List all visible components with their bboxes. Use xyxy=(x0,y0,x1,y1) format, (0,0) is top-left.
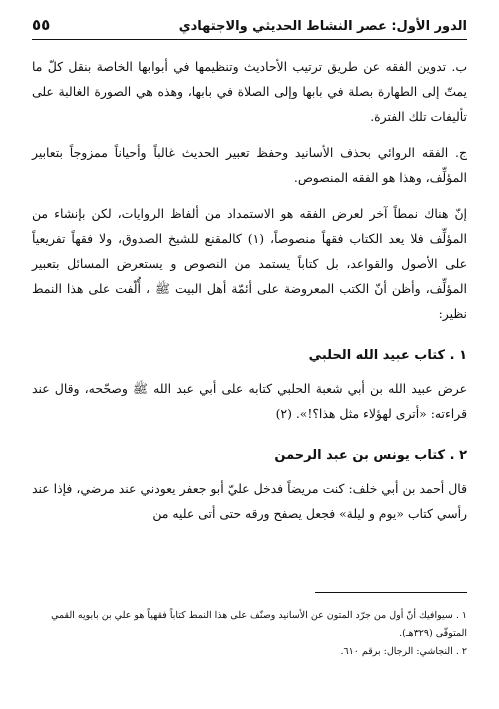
footnotes xyxy=(32,592,467,661)
page-number: ٥٥ xyxy=(32,16,51,34)
footnote-1: ١ . سيوافيك أنّ أول من جرّد المتون عن الأسانيد وصنّف على هذا النمط كتاباً فقهياً هو علي بن بابويه القمي المتوفّى (٣٢٩هـ). xyxy=(51,610,467,639)
main-text xyxy=(32,54,467,537)
running-title: الدور الأول: عصر النشاط الحديثي والاجتهادي xyxy=(178,19,467,34)
section-heading-halabi: ١ . كتاب عبيد الله الحلبي xyxy=(308,348,467,363)
section-text-halabi: عرض عبيد الله بن أبي شعبة الحلبي كتابه على أبي عبد الله ﷺ وصحّحه، وقال عند قراءته: «أترى لهؤلاء مثل هذا؟!». (٢) xyxy=(32,381,467,421)
section-text-yunus: قال أحمد بن أبي خلف: كنت مريضاً فدخل عليّ أبو جعفر يعودني عند مرضي، فإذا عند رأسي كتاب «يوم و ليلة» فجعل يصفح ورقه حتى أتى عليه من xyxy=(32,481,467,521)
footnote-separator xyxy=(315,592,467,593)
paragraph-j: ج. الفقه الروائي بحذف الأسانيد وحفظ تعبير الحديث غالباً وأحياناً ممزوجاً بتعابير المؤلِّف، وهذا هو الفقه المنصوص. xyxy=(32,145,467,185)
page-header xyxy=(32,10,467,40)
paragraph-b: ب. تدوين الفقه عن طريق ترتيب الأحاديث وتنظيمها في أبوابها الخاصة بنقل كلّ ما يمتّ إلى الطهارة بصلة في بابها وإلى الصلاة في بابها، وهذه هي الصورة الغالبة على تأليفات تلك الفترة. xyxy=(32,59,467,124)
footnote-2: ٢ . النجاشي: الرجال: برقم ٦١٠. xyxy=(340,646,467,657)
section-heading-yunus: ٢ . كتاب يونس بن عبد الرحمن xyxy=(274,448,467,463)
paragraph-another-pattern: إنّ هناك نمطاً آخر لعرض الفقه هو الاستمداد من ألفاظ الروايات، لكن بإنشاء من المؤلِّف فلا يعد الكتاب فقهاً منصوصاً، (١) كالمقنع للشيخ الصدوق، ولا فقهاً تفريعياً على الأصول والقواعد، بل كتاباً يستمد من النصوص و يستعرض المسائل بتعبير المؤلِّف، وأظن أنّ الكتب المعروضة على أئمّة أهل البيت ﷺ ، أُلّفت على هذا النمط نظير: xyxy=(32,206,467,321)
